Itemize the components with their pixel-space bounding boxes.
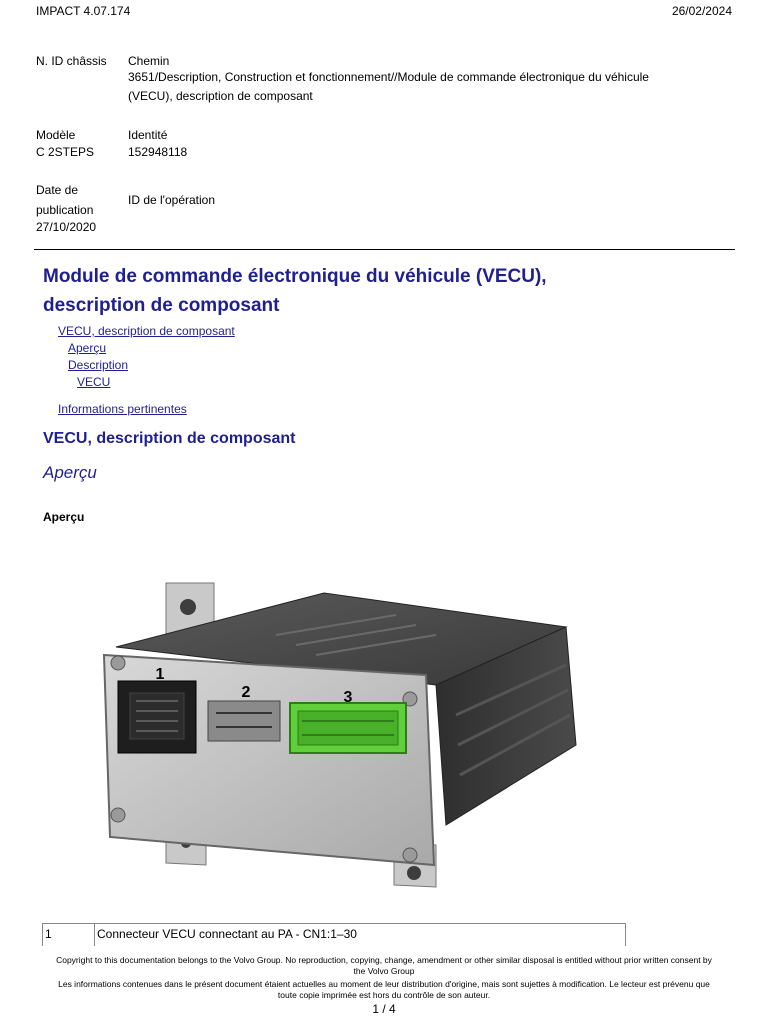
toc-link-vecu-description[interactable]: VECU, description de composant bbox=[58, 324, 235, 338]
pubdate-label-1: Date de bbox=[36, 183, 79, 197]
toc-link-informations-pertinentes[interactable]: Informations pertinentes bbox=[58, 402, 187, 416]
section-title: VECU, description de composant bbox=[43, 430, 296, 447]
copyright-line-2: the Volvo Group bbox=[353, 966, 415, 976]
pubdate-value: 27/10/2020 bbox=[36, 220, 97, 234]
disclaimer-line-1: Les informations contenues dans le présent document étaient actuelles au moment de leur distribution d'origine, mais sont sujettes à modification. Le lecteur est prévenu que bbox=[58, 979, 710, 989]
page-title-line-2: description de composant bbox=[43, 295, 280, 316]
model-value: C 2STEPS bbox=[36, 145, 95, 159]
pubdate-label-2: publication bbox=[36, 203, 94, 217]
callout-3: 3 bbox=[343, 689, 353, 706]
toc-link-description[interactable]: Description bbox=[68, 358, 129, 372]
copyright-line-1: Copyright to this documentation belongs to the Volvo Group. No reproduction, copying, change, amendment or other similar disposal is entitled without prior written consent by bbox=[56, 955, 712, 965]
print-date: 26/02/2024 bbox=[671, 4, 732, 18]
legend-text: Connecteur VECU connectant au PA - CN1:1–30 bbox=[97, 927, 357, 941]
identity-value: 152948118 bbox=[128, 145, 188, 159]
page-title-line-1: Module de commande électronique du véhicule (VECU), bbox=[43, 266, 547, 287]
toc-link-vecu[interactable]: VECU bbox=[77, 375, 111, 389]
legend-number: 1 bbox=[43, 924, 95, 946]
callout-2: 2 bbox=[241, 684, 251, 701]
path-label: Chemin bbox=[128, 54, 170, 68]
app-version: IMPACT 4.07.174 bbox=[36, 4, 131, 18]
operation-label: ID de l'opération bbox=[128, 193, 216, 207]
vecu-illustration bbox=[96, 575, 596, 895]
page-title bbox=[43, 262, 683, 320]
overview-label: Aperçu bbox=[43, 510, 85, 524]
subsection-title: Aperçu bbox=[43, 463, 97, 482]
divider bbox=[34, 249, 735, 250]
toc-link-apercu[interactable]: Aperçu bbox=[68, 341, 107, 355]
identity-label: Identité bbox=[128, 128, 168, 142]
disclaimer-line-2: toute copie imprimée est hors du contrôle de son auteur. bbox=[277, 990, 491, 1000]
path-line-2: (VECU), description de composant bbox=[128, 89, 313, 103]
callout-1: 1 bbox=[155, 666, 165, 683]
model-label: Modèle bbox=[36, 128, 76, 142]
chassis-label: N. ID châssis bbox=[36, 54, 107, 68]
path-line-1: 3651/Description, Construction et fonctionnement//Module de commande électronique du véhicule bbox=[128, 70, 649, 84]
legend-table-row bbox=[42, 923, 626, 946]
page-number: 1 / 4 bbox=[372, 1002, 396, 1016]
